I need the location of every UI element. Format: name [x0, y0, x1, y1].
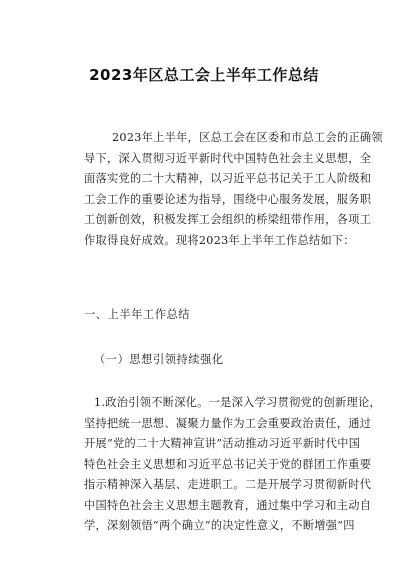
paragraph-line: 坚持把统一思想、凝聚力量作为工会重要政治责任，通过 [84, 416, 372, 430]
section-heading: 一、上半年工作总结 [84, 308, 191, 321]
paragraph-line: 2023年上半年，区总工会在区委和市总工会的正确领 [112, 131, 383, 144]
paragraph-line: 作取得良好成效。现将2023年上半年工作总结如下： [84, 233, 355, 247]
paragraph-line: 工会工作的重要论述为指导，围绕中心服务发展，服务职 [84, 192, 372, 206]
subsection-heading: （一）思想引领持续强化 [94, 353, 224, 366]
intro-paragraph [84, 128, 383, 251]
paragraph-line: 开展“党的二十大精神宣讲”活动推动习近平新时代中国 [84, 437, 361, 450]
paragraph-line: 指示精神深入基层、走进职工。二是开展学习贯彻新时代 [84, 478, 372, 491]
paragraph-line: 特色社会主义思想和习近平总书记关于党的群团工作重要 [84, 457, 372, 471]
body-paragraph [84, 393, 381, 537]
paragraph-line: 工创新创效，积极发挥工会组织的桥梁纽带作用，各项工 [84, 213, 372, 226]
paragraph-line: 导下，深入贯彻习近平新时代中国特色社会主义思想，全 [84, 151, 372, 165]
paragraph-line: 中国特色社会主义思想主题教育，通过集中学习和主动自 [84, 498, 372, 512]
document-title: 2023年区总工会上半年工作总结 [89, 66, 319, 84]
paragraph-line: 1.政治引领不断深化。一是深入学习贯彻党的创新理论， [94, 396, 381, 409]
paragraph-line: 学，深刻领悟“两个确立”的决定性意义，不断增强“四 [84, 519, 355, 532]
paragraph-line: 面落实党的二十大精神，以习近平总书记关于工人阶级和 [84, 172, 372, 185]
